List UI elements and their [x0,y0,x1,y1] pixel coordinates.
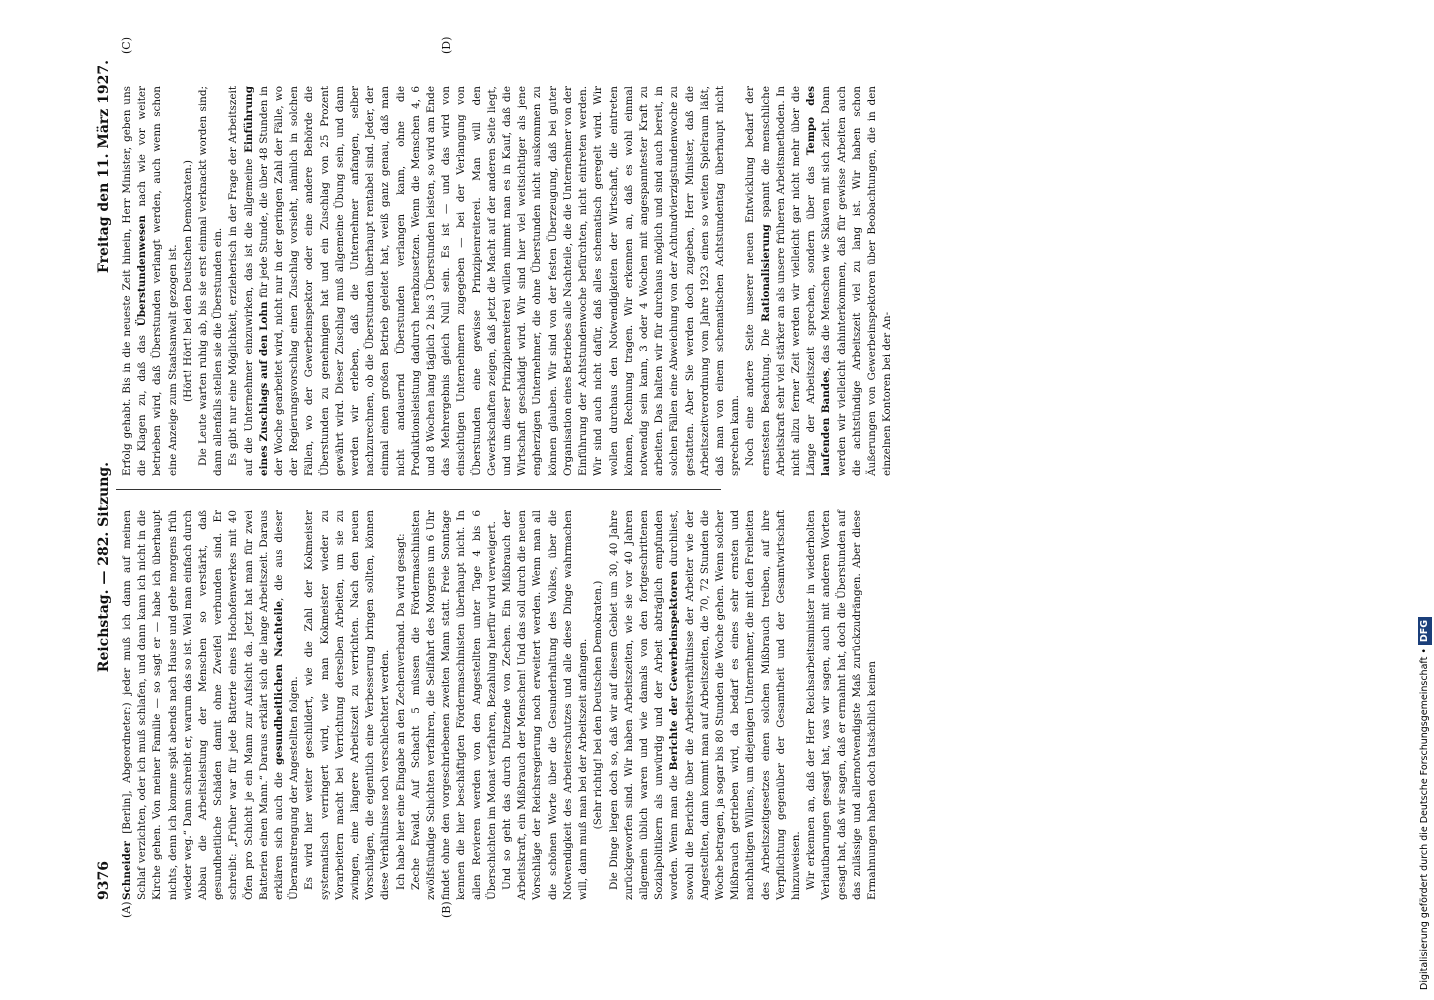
session-date: Freitag den 11. März 1927. [96,60,112,274]
left-column [120,509,878,900]
paragraph: Und so geht das durch Dutzende von Zechen. Ein Mißbrauch der Arbeitskraft, ein Mißbrauch der Menschen! Und das soll durch die neuen Vorschläge der Reichsregierung noch erweitert werden. Wenn man all die schönen Worte über die Gesunderhaltung des Volkes, über die Notwendigkeit des Arbeiterschutzes und alle diese Dinge wahrmachen will, dann muß man bei der Arbeitszeit anfangen. [501,510,590,900]
paragraph: Wir erkennen an, daß der Herr Reichsarbeitsminister in wiederholten Verlautbarungen gesagt hat, was wir sagen, auch mit anderen Worten gesagt hat, daß wir sagen, daß er ermahnt hat, doch die Überstunden auf das zulässige und allernotwendigste Maß zurückzudrängen. Aber diese Ermahnungen haben doch tatsächlich keinen [805,510,878,900]
dfg-logo: DFG [1418,617,1432,645]
page-number: 9376 [96,861,112,900]
paragraph: Es wird hier weiter geschildert, wie die Zahl der Kokmeister systematisch verringert wird, wie man Kokmeister wieder zu Vorarbeitern macht bei Verrichtung derselben Arbeiten, um sie zu zwingen, eine längere Arbeitszeit zu verrichten. Nach den neuen Vorschlägen, die eigentlich eine Verbesserung bringen sollten, können diese Verhältnisse noch verschlechtert werden. [303,510,392,900]
speaker-name: Schneider [121,841,133,900]
paragraph: Die Dinge liegen doch so, daß wir auf diesem Gebiet um 30, 40 Jahre zurückgeworfen sind. Wir haben Arbeitszeiten, wie sie vor 40 Jahren allgemein üblich waren und wie damals von den fortgeschrittenen Sozialpolitikern als unwürdig und der Arbeit abträglich empfunden worden. Wenn man die Berichte der Gewerbeinspektoren durchliest, sowohl die Berichte über die Arbeitsverhältnisse der Arbeiter wie der Angestellten, dann kommt man auf Arbeitszeiten, die 70, 72 Stunden die Woche betragen, ja sogar bis 80 Stunden die Woche gehen. Wenn solcher Mißbrauch getrieben wird, da bedarf es eines sehr ernsten und nachhaltigen Willens, um diejenigen Unternehmer, die mit den Freiheiten des Arbeitszeitgesetzes einen solchen Mißbrauch treiben, auf ihre Verpflichtung gegenüber der Gesamtheit und der Gesamtwirtschaft hinzuweisen. [607,509,802,900]
paragraph: Die Leute warten ruhig ab, bis sie erst einmal verknackt worden sind; dann allenfalls stellen sie die Überstunden ein. [197,86,225,476]
credit-text: Digitalisierung gefördert durch die Deutsche Forschungsgemeinschaft • [1419,648,1430,990]
paragraph: Es gibt nur eine Möglichkeit, erzieherisch in der Frage der Arbeitszeit auf die Unternehmer einzuwirken, das ist die allgemeine Einführung eines Zuschlags auf den Lohn für jede Stunde, die über 48 Stunden in der Woche gearbeitet wird, nicht nur in der geringen Zahl der Fälle, wo der Regierungsvorschlag einen Zuschlag vorsieht, nämlich in solchen Fällen, wo der Gewerbeinspektor oder eine andere Behörde die Überstunden zu genehmigen hat und ein Zuschlag von 25 Prozent gewährt wird. Dieser Zuschlag muß allgemeine Übung sein, und dann werden wir erleben, daß die Unternehmer anfangen, selber nachzurechnen, ob die Überstunden überhaupt rentabel sind. Jeder, der einmal einen großen Betrieb geleitet hat, weiß ganz genau, daß man nicht andauernd Überstunden verlangen kann, ohne die Produktionsleistung dadurch herabzusetzen. Wenn die Menschen 4, 6 und 8 Wochen lang täglich 2 bis 3 Überstunden leisten, so wird am Ende das Mehrergebnis gleich Null sein. Es ist — und das wird von einsichtigen Unternehmern zugegeben — bei der Verlangung von Überstunden eine gewisse Prinzipienreiterei. Man will den Gewerkschaften zeigen, daß jetzt die Macht auf der anderen Seite liegt, und um dieser Prinzipienreiterei willen nimmt man es in Kauf, daß die Wirtschaft geschädigt wird. Wir sind hier viel weitsichtiger als jene engherzigen Unternehmer, die ohne Überstunden nicht auskommen zu können glauben. Wir sind von der festen Überzeugung, daß bei guter Organisation eines Betriebes alle Nachteile, die die Unternehmer von der Einführung der Achtstundenwoche befürchten, nicht eintreten werden. Wir sind auch nicht dafür, daß alles schematisch geregelt wird. Wir wollen durchaus den Notwendigkeiten der Wirtschaft, die eintreten können, Rechnung tragen. Wir erkennen an, daß es wohl einmal notwendig sein kann, 3 oder 4 Wochen mit angespanntester Kraft zu arbeiten. Das halten wir für durchaus möglich und sind auch bereit, in solchen Fällen eine Abweichung von der Achtundvierzigstundenwoche zu gestatten. Aber Sie werden doch zugeben, Herr Minister, daß die Arbeitszeitverordnung vom Jahre 1923 einen so weiten Spielraum läßt, daß man von einem schematischen Achtstundentag überhaupt nicht sprechen kann. [227,85,742,476]
page-header [90,60,112,900]
margin-mark-d: (D) [440,36,453,54]
rotated-page [90,36,894,918]
column-divider [116,489,721,490]
interjection: (Hört! Hört! bei den Deutschen Demokraten.) [181,160,194,402]
right-column [120,85,894,476]
quotation: Zeche Ewald. Auf Schacht 5 müssen die Fördermaschinisten zwölfstündige Schichten verfahren, die Seilfahrt des Morgens um 6 Uhr findet ohne den vorgeschriebenen zweiten Mann statt. Freie Sonntage kennen die hier beschäftigten Fördermaschinisten überhaupt nicht. In allen Revieren werden von den Angestellten unter Tage 4 bis 6 Überschichten im Monat verfahren, Bezahlung hierfür wird verweigert. [409,510,498,900]
margin-mark-b: (B) [440,901,453,918]
digitization-credit [1418,10,1432,990]
margin-mark-a: (A) [120,901,133,918]
paragraph: Erfolg gehabt. Bis in die neueste Zeit hinein, Herr Minister, geben uns die Klagen zu, daß das Überstundenwesen nach wie vor weiter betrieben wird, daß Überstunden verlangt werden, auch wenn schon eine Anzeige zum Staatsanwalt gezogen ist. [121,86,179,476]
paragraph: Schneider [Berlin], Abgeordneter:) jeder muß ich dann auf meinen Schlaf verzichten, oder ich muß schlafen, und dann kann ich nicht in die Kirche gehen. Von meiner Familie — so sagt er — habe ich überhaupt nichts, denn ich komme spät abends nach Hause und gehe morgens früh wieder weg.“ Dann schreibt er, warum das so ist. Weil man einfach durch Abbau die Arbeitsleistung der Menschen so verstärkt, daß gesundheitliche Schäden damit ohne Zweifel verbunden sind. Er schreibt: „Früher war für jede Batterie eines Hochofenwerkes mit 40 Öfen pro Schicht je ein Mann zur Aufsicht da. Jetzt hat man für zwei Batterien einen Mann.“ Daraus erklärt sich die lange Arbeitszeit. Daraus erklären sich auch die gesundheitlichen Nachteile, die aus dieser Überanstrengung der Angestellten folgen. [121,510,301,900]
paragraph: Ich habe hier eine Eingabe an den Zechenverband. Da wird gesagt: [394,533,407,890]
interjection: (Sehr richtig! bei den Deutschen Demokraten.) [592,580,605,830]
margin-mark-c: (C) [120,37,133,54]
paragraph: Noch eine andere Seite unserer neuen Entwicklung bedarf der ernstesten Beachtung. Die Rationalisierung spannt die menschliche Arbeitskraft sehr viel stärker an als unsere früheren Arbeitsmethoden. In nicht allzu ferner Zeit werden wir vielleicht gar nicht mehr über die Länge der Arbeitszeit sprechen, sondern über das Tempo des laufenden Bandes, das die Menschen wie Sklaven mit sich zieht. Dann werden wir vielleicht dahinterkommen, daß für gewisse Arbeiten auch die achtstündige Arbeitszeit viel zu lang ist. Wir haben schon Äußerungen von Gewerbeinspektoren über Beobachtungen, die in den einzelnen Kontoren bei der An- [744,86,894,476]
session-title: Reichstag. — 282. Sitzung. [96,461,112,673]
